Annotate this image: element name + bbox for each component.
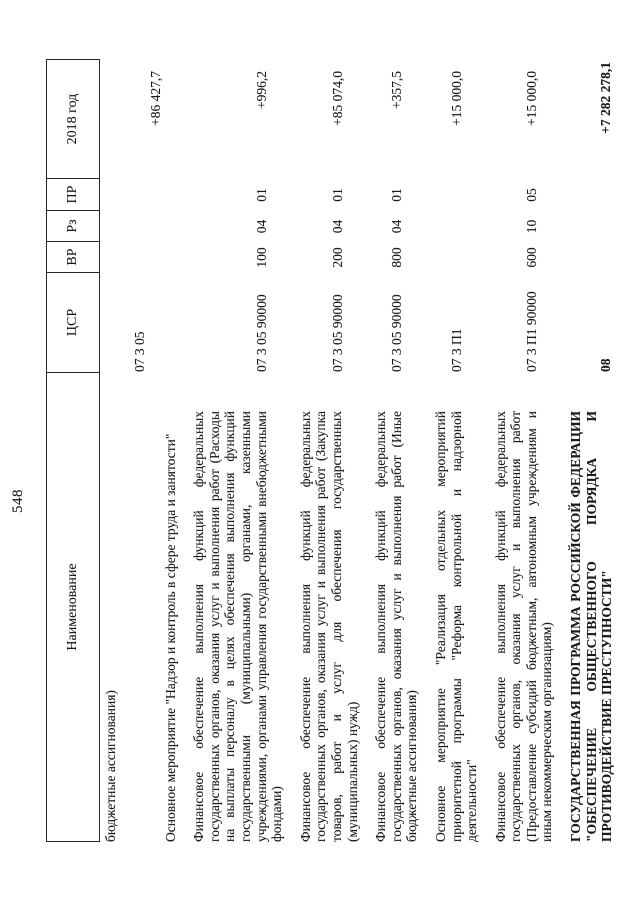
cell-csr: 07 3 П1 90000 bbox=[524, 291, 540, 372]
cell-name: Финансовое обеспечение выполнения функций федеральных государственных органов, оказания услуг и выполнения работ (Закупка товаров, работ и услуг для обеспечения государственных (муниципальных) нужд) bbox=[297, 411, 360, 842]
page-number: 548 bbox=[10, 489, 26, 513]
cell-pr: 05 bbox=[524, 188, 540, 202]
table-row bbox=[191, 59, 285, 842]
cell-rz: 04 bbox=[329, 219, 345, 234]
cell-csr: 07 3 П1 bbox=[449, 328, 465, 372]
table-row bbox=[373, 59, 420, 842]
cell-vr: 600 bbox=[524, 247, 540, 268]
cell-name: Финансовое обеспечение выполнения функций федеральных государственных органов, оказания услуг и выполнения работ (Расходы на выплаты персоналу в целях обеспечения выполнения функций государственными (муниципальными) органами, казенными учреждениями, органами управления государственными внебюджетными фондами) bbox=[191, 411, 285, 842]
cell-pr: 01 bbox=[254, 188, 270, 202]
column-header-vr: ВР bbox=[47, 241, 99, 272]
cell-name: Финансовое обеспечение выполнения функций федеральных государственных органов, оказания услуг и выполнения работ (Предоставление субсидий бюджетным, автономным учреждениям и иным некоммерческим организациям) bbox=[492, 411, 555, 842]
cell-csr: 07 3 05 bbox=[131, 331, 147, 372]
cell-year: +15 000,0 bbox=[524, 71, 540, 126]
table-header-row bbox=[46, 59, 100, 842]
cell-csr: 07 3 05 90000 bbox=[329, 294, 345, 372]
cell-pr: 01 bbox=[329, 188, 345, 202]
cell-rz: 10 bbox=[524, 219, 540, 234]
cell-name: Основное мероприятие "Надзор и контроль в сфере труда и занятости" bbox=[162, 433, 178, 842]
cell-rz: 04 bbox=[254, 219, 270, 234]
cell-csr: 07 3 05 90000 bbox=[389, 294, 405, 372]
cell-name: Финансовое обеспечение выполнения функций федеральных государственных органов, оказания услуг и выполнения работ (Иные бюджетные ассигнования) bbox=[373, 411, 420, 842]
column-header-2018: 2018 год bbox=[65, 93, 80, 145]
cell-year: +85 074,0 bbox=[329, 71, 345, 126]
cell-csr: 08 bbox=[598, 358, 614, 372]
column-header-rz: Рз bbox=[47, 210, 99, 241]
cell-rz: 04 bbox=[389, 219, 405, 234]
cell-name: бюджетные ассигнования) bbox=[103, 690, 118, 842]
table-row bbox=[103, 59, 119, 842]
cell-year: +86 427,7 bbox=[147, 71, 163, 126]
cell-vr: 200 bbox=[329, 247, 345, 268]
cell-vr: 100 bbox=[254, 247, 270, 268]
cell-year: +7 282 278,1 bbox=[598, 62, 614, 134]
column-header-csr: ЦСР bbox=[47, 272, 99, 372]
column-header-name: Наименование bbox=[47, 372, 99, 841]
cell-year: +15 000,0 bbox=[449, 71, 465, 126]
cell-year: +357,5 bbox=[389, 71, 405, 109]
cell-pr: 01 bbox=[389, 188, 405, 202]
cell-year: +996,2 bbox=[254, 71, 270, 109]
cell-name: Основное мероприятие "Реализация отдельных мероприятий приоритетной программы "Реформа контрольной и надзорной деятельности" bbox=[432, 411, 480, 842]
cell-csr: 07 3 05 90000 bbox=[254, 294, 270, 372]
cell-name: ГОСУДАРСТВЕННАЯ ПРОГРАММА РОССИЙСКОЙ ФЕДЕРАЦИИ "ОБЕСПЕЧЕНИЕ ОБЩЕСТВЕННОГО ПОРЯДКА И ПРОТИВОДЕЙСТВИЕ ПРЕСТУПНОСТИ" bbox=[568, 411, 615, 842]
table-row bbox=[132, 59, 179, 842]
cell-vr: 800 bbox=[389, 247, 405, 268]
table-row bbox=[433, 59, 480, 842]
column-header-pr: ПР bbox=[47, 178, 99, 210]
table-body bbox=[103, 59, 628, 842]
table-row bbox=[568, 59, 615, 842]
table-row bbox=[298, 59, 360, 842]
table-row bbox=[493, 59, 555, 842]
